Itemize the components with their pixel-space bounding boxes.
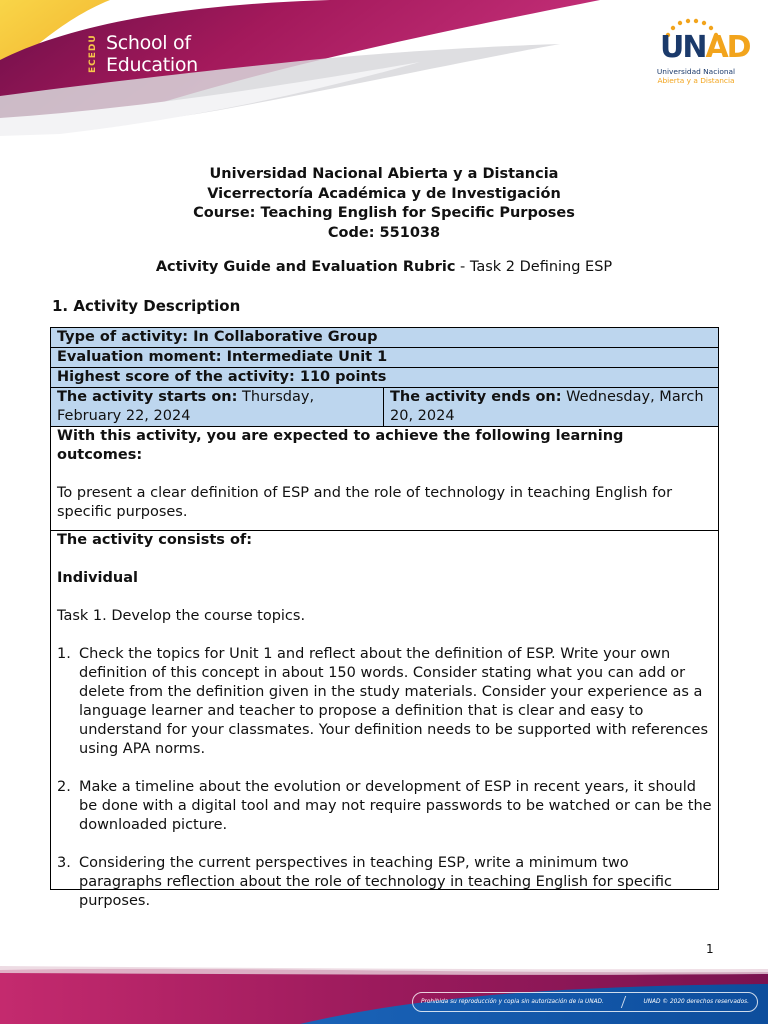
university-name: Universidad Nacional Abierta y a Distancia xyxy=(209,166,559,182)
end-date-value: Wednesday, March 20, 2024 xyxy=(390,389,704,424)
list-item-number: 1. xyxy=(57,646,71,662)
activity-description-table xyxy=(50,327,719,909)
logo-sub-line-2: Abierta y a Distancia xyxy=(657,75,735,85)
school-line-2: Education xyxy=(106,54,198,76)
unad-logo xyxy=(640,18,752,88)
start-date-label: The activity starts on: xyxy=(57,389,238,405)
dates-row xyxy=(51,388,718,427)
list-item xyxy=(57,854,712,911)
outcomes-text: To present a clear definition of ESP and the role of technology in teaching English for specific purposes. xyxy=(57,485,673,520)
logo-ad: AD xyxy=(705,30,750,65)
guide-title-rest: - Task 2 Defining ESP xyxy=(455,259,613,275)
learning-outcomes-cell xyxy=(51,427,718,531)
task-steps-list xyxy=(57,645,712,911)
logo-wordmark xyxy=(660,30,750,65)
consists-heading: The activity consists of: xyxy=(57,532,253,548)
school-of-education-title xyxy=(106,32,198,76)
start-date-value: Thursday, February 22, 2024 xyxy=(57,389,315,424)
copyright-notice xyxy=(412,992,758,1012)
list-item-text: Considering the current perspectives in teaching ESP, write a minimum two paragraphs reflection about the role of technology in teaching English for specific purposes. xyxy=(79,855,672,909)
ecedu-side-label: ECEDU xyxy=(88,34,98,74)
activity-consists-cell xyxy=(51,531,718,909)
guide-title xyxy=(0,259,768,275)
course-name: Course: Teaching English for Specific Purposes xyxy=(193,205,575,221)
list-item-number: 2. xyxy=(57,779,71,795)
start-date-cell xyxy=(51,388,384,426)
list-item-number: 3. xyxy=(57,855,71,871)
list-item-text: Check the topics for Unit 1 and reflect about the definition of ESP. Write your own definition of this concept in about 150 words. Consider stating what you can add or delete from the definition given in the study materials. Consider your experience as a language learner and teacher to propose a definition that is clear and easy to understand for your classmates. Your definition needs to be supported with references using APA norms. xyxy=(79,646,709,757)
list-item xyxy=(57,645,712,759)
logo-un: UN xyxy=(660,30,706,65)
task-1-heading: Task 1. Develop the course topics. xyxy=(57,608,306,624)
page-number: 1 xyxy=(706,942,714,956)
logo-subtitle xyxy=(640,68,752,85)
end-date-label: The activity ends on: xyxy=(390,389,562,405)
document-title-block xyxy=(0,165,768,243)
list-item xyxy=(57,778,712,835)
copyright-text: UNAD © 2020 derechos reservados. xyxy=(643,999,749,1005)
logo-sub-line-1: Universidad Nacional xyxy=(656,67,736,76)
outcomes-heading: With this activity, you are expected to achieve the following learning outcomes: xyxy=(57,428,624,463)
highest-score-row: Highest score of the activity: 110 points xyxy=(51,368,718,388)
individual-heading: Individual xyxy=(57,570,138,586)
course-code: Code: 551038 xyxy=(327,224,441,241)
type-of-activity-row: Type of activity: In Collaborative Group xyxy=(51,328,718,348)
school-line-1: School of xyxy=(106,32,191,54)
end-date-cell xyxy=(384,388,718,426)
reproduction-notice: Prohibida su reproducción y copia sin autorización de la UNAD. xyxy=(421,999,604,1005)
evaluation-moment-row: Evaluation moment: Intermediate Unit 1 xyxy=(51,348,718,368)
notice-separator xyxy=(621,996,626,1008)
guide-title-bold: Activity Guide and Evaluation Rubric xyxy=(155,259,456,275)
vice-rectorate: Vicerrectoría Académica y de Investigación xyxy=(207,185,561,202)
section-heading: 1. Activity Description xyxy=(52,297,241,315)
list-item-text: Make a timeline about the evolution or development of ESP in recent years, it should be done with a digital tool and may not require passwords to be watched or can be the downloaded picture. xyxy=(79,779,712,833)
